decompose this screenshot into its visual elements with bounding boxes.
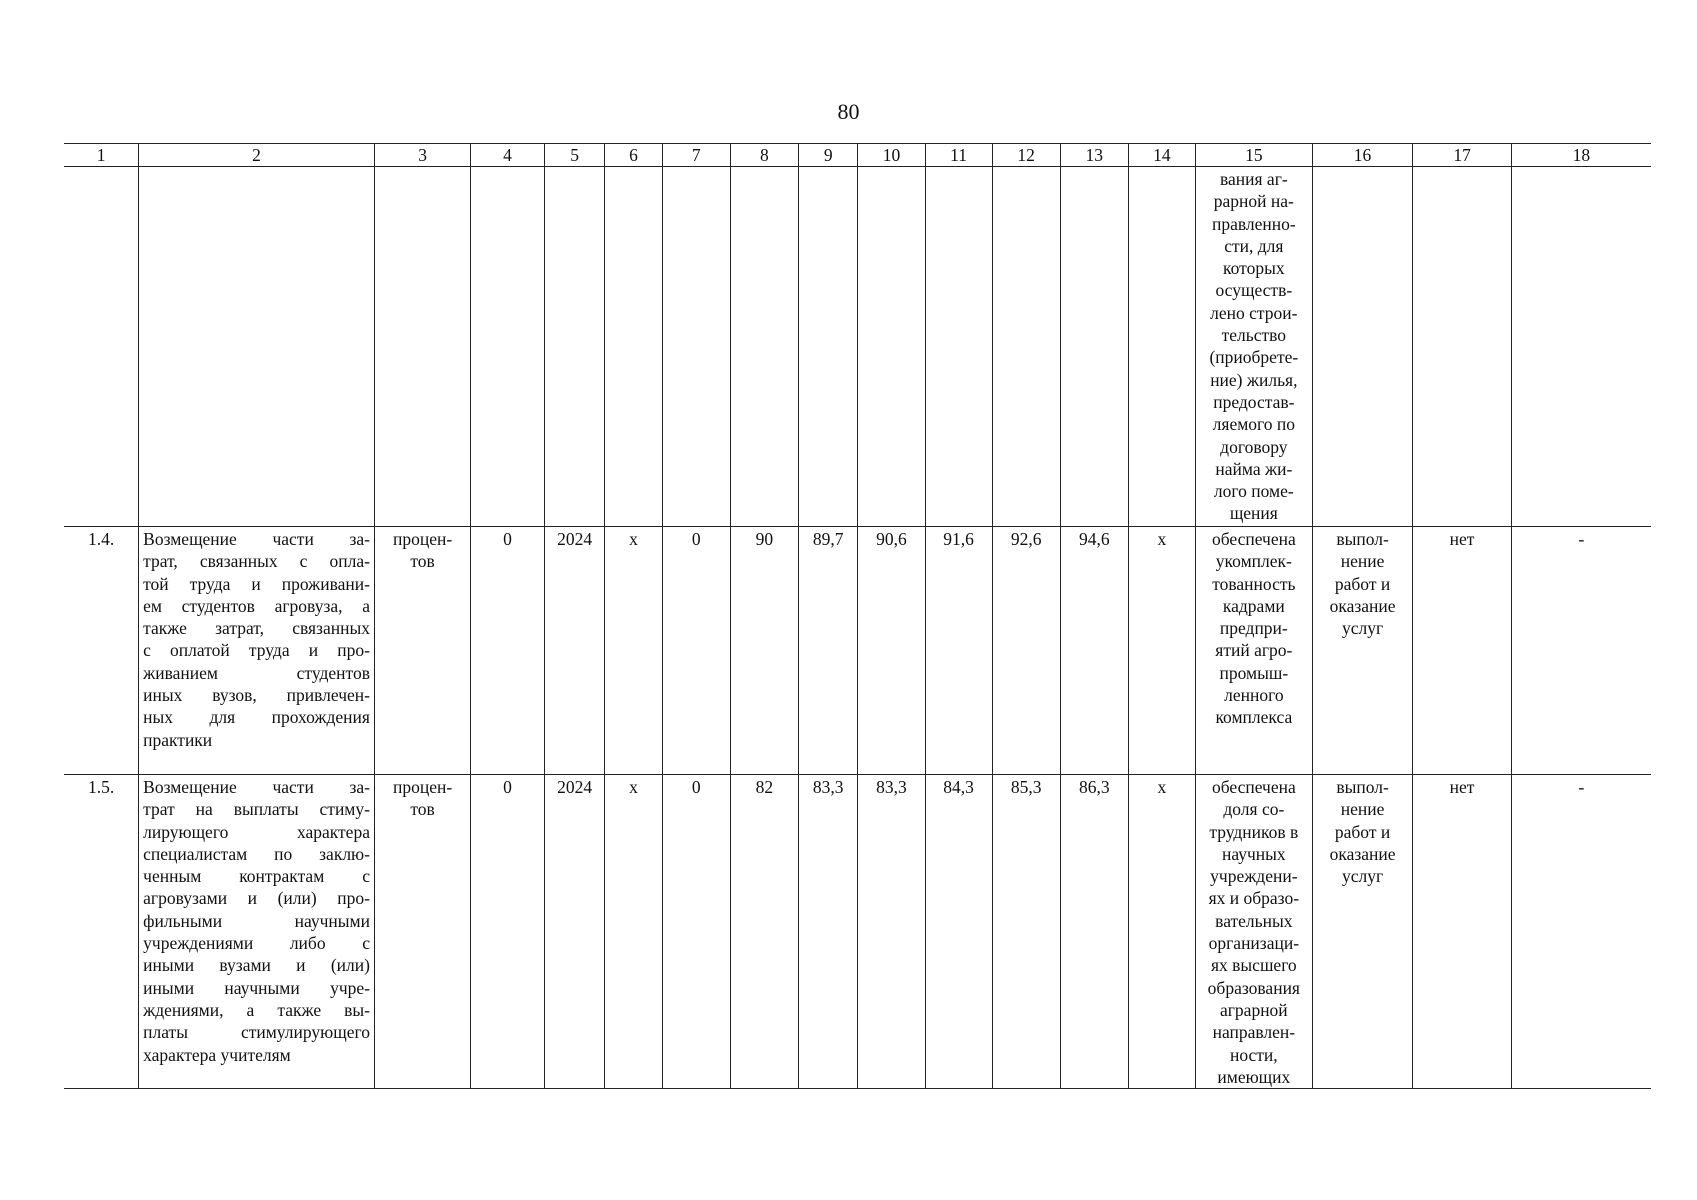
value-cell: 0 (471, 527, 545, 775)
column-header: 15 (1195, 144, 1312, 167)
type-cell: выпол- нение работ и оказание услуг (1312, 527, 1413, 775)
column-header: 1 (64, 144, 139, 167)
value-cell: - (1511, 775, 1651, 1089)
value-cell: 0 (662, 775, 730, 1089)
measure-description: Возмещение части за- трат, связанных с опла- той труда и проживани- ем студентов агровуза, а также затрат, связанных с оплатой труда и про- живанием студентов иных вузов, привлечен- ных для прохождения практики (139, 527, 375, 775)
value-cell: х (1128, 775, 1195, 1089)
column-header: 4 (471, 144, 545, 167)
table-row (64, 527, 1651, 775)
value-cell: 85,3 (992, 775, 1060, 1089)
value-cell: 83,3 (858, 775, 925, 1089)
year-cell: 2024 (544, 775, 605, 1089)
column-header: 8 (730, 144, 798, 167)
value-cell: 0 (662, 527, 730, 775)
unit-cell: процен- тов (374, 527, 470, 775)
table-row (64, 775, 1651, 1089)
value-cell: 89,7 (798, 527, 857, 775)
page-number: 80 (837, 99, 860, 124)
value-cell: 86,3 (1060, 775, 1128, 1089)
column-header: 17 (1413, 144, 1511, 167)
value-cell: 83,3 (798, 775, 857, 1089)
column-header: 14 (1128, 144, 1195, 167)
measure-description: Возмещение части за- трат на выплаты стиму- лирующего характера специалистам по заклю- ченным контрактам с агровузами и (или) про- фильными научными учреждениями либо с иными вузами и (или) иными научными учре- ждениями, а также вы- платы стимулирующего характера учителям (139, 775, 375, 1089)
value-cell: нет (1413, 527, 1511, 775)
column-header: 18 (1511, 144, 1651, 167)
column-header: 13 (1060, 144, 1128, 167)
value-cell: 82 (730, 775, 798, 1089)
value-cell: х (605, 775, 662, 1089)
result-cell: обеспечена укомплек- тованность кадрами предпри- ятий агро- промыш- ленного комплекса (1195, 527, 1312, 775)
value-cell: 94,6 (1060, 527, 1128, 775)
value-cell: - (1511, 527, 1651, 775)
column-header: 7 (662, 144, 730, 167)
table-row-continuation (64, 167, 1651, 527)
data-table (64, 143, 1651, 1089)
column-header: 16 (1312, 144, 1413, 167)
row-number: 1.4. (64, 527, 139, 775)
value-cell: 90 (730, 527, 798, 775)
column-number-row (64, 144, 1651, 167)
value-cell: 92,6 (992, 527, 1060, 775)
type-cell: выпол- нение работ и оказание услуг (1312, 775, 1413, 1089)
result-cell: обеспечена доля со- трудников в научных учреждени- ях и образо- вательных организаци- ях высшего образования аграрной направлен- ности, имеющих (1195, 775, 1312, 1089)
value-cell: х (605, 527, 662, 775)
row-number: 1.5. (64, 775, 139, 1089)
column-header: 10 (858, 144, 925, 167)
value-cell: х (1128, 527, 1195, 775)
year-cell: 2024 (544, 527, 605, 775)
column-header: 2 (139, 144, 375, 167)
value-cell: нет (1413, 775, 1511, 1089)
result-cell: вания аг- рарной на- правленно- сти, для которых осуществ- лено строи- тельство (приобрете- ние) жилья, предостав- ляемого по договору найма жи- лого поме- щения (1195, 167, 1312, 527)
column-header: 5 (544, 144, 605, 167)
column-header: 6 (605, 144, 662, 167)
value-cell: 91,6 (925, 527, 992, 775)
value-cell: 90,6 (858, 527, 925, 775)
column-header: 3 (374, 144, 470, 167)
column-header: 11 (925, 144, 992, 167)
value-cell: 0 (471, 775, 545, 1089)
column-header: 12 (992, 144, 1060, 167)
column-header: 9 (798, 144, 857, 167)
unit-cell: процен- тов (374, 775, 470, 1089)
value-cell: 84,3 (925, 775, 992, 1089)
